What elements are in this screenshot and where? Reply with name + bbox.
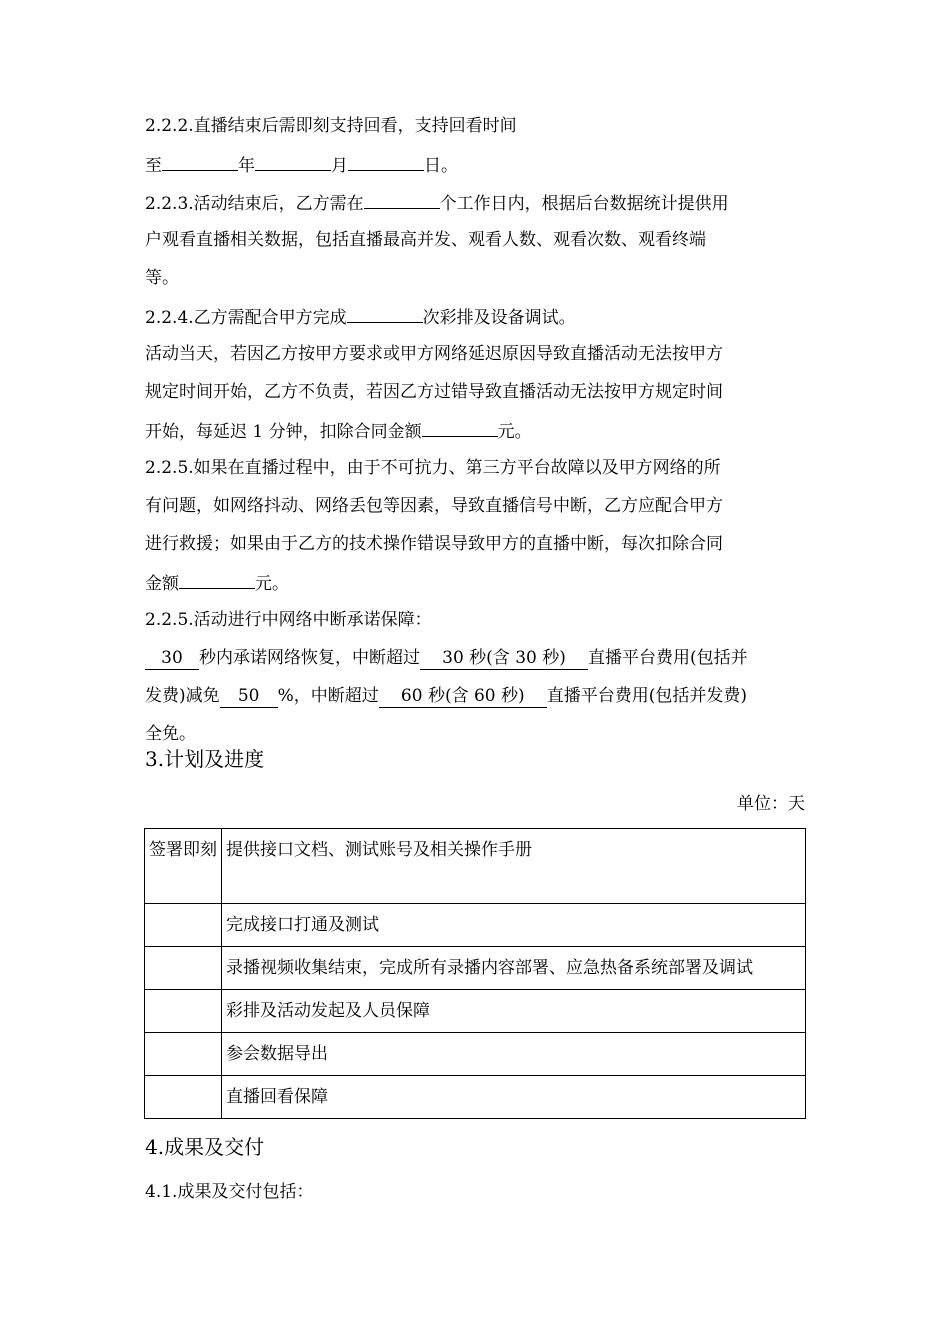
recovery-seconds-value[interactable]: 30	[145, 647, 199, 670]
para-event-day-3	[145, 418, 532, 444]
interrupt-deduction-blank[interactable]	[179, 570, 255, 589]
table-row	[145, 1076, 806, 1119]
text: 有问题，如网络抖动、网络丢包等因素，导致直播信号中断，乙方应配合甲方	[145, 496, 723, 516]
para-event-day-1	[145, 342, 723, 366]
unit-label: 单位：天	[737, 794, 805, 814]
text: 个工作日内，根据后台数据统计提供用	[439, 194, 729, 214]
table-cell: 参会数据导出	[222, 1033, 806, 1076]
discount-percent-value[interactable]: 50	[220, 685, 278, 708]
text: 直播平台费用(包括并发费)	[546, 686, 748, 706]
text: 4.1.成果及交付包括：	[145, 1182, 314, 1202]
table-cell	[145, 1076, 222, 1119]
para-2-2-5a-4	[145, 570, 289, 596]
text: 户观看直播相关数据，包括直播最高并发、观看人数、观看次数、观看终端	[145, 230, 706, 250]
delay-deduction-blank[interactable]	[422, 418, 498, 437]
table-cell	[145, 947, 222, 990]
text: 活动当天，若因乙方按甲方要求或甲方网络延迟原因导致直播活动无法按甲方	[145, 344, 723, 364]
para-2-2-4	[145, 304, 576, 330]
para-2-2-5b	[145, 608, 432, 632]
section-3-heading: 3.计划及进度	[145, 747, 265, 771]
table-row	[145, 947, 806, 990]
table-cell	[145, 990, 222, 1033]
text: 年	[238, 156, 255, 176]
para-2-2-3-end	[145, 266, 179, 290]
para-2-2-2	[145, 114, 517, 138]
text: 直播平台费用(包括并	[588, 648, 748, 668]
para-2-2-3-cont	[145, 228, 706, 252]
section-4-heading: 4.成果及交付	[145, 1135, 265, 1159]
para-2-2-5a-1	[145, 456, 721, 480]
text: 秒内承诺网络恢复，中断超过	[199, 648, 420, 668]
rehearsal-count-blank[interactable]	[347, 304, 423, 323]
text: 日。	[424, 156, 458, 176]
text: %，中断超过	[277, 686, 379, 706]
text: 2.2.2.直播结束后需即刻支持回看，支持回看时间	[145, 116, 517, 136]
text: 次彩排及设备调试。	[422, 308, 576, 328]
table-cell: 提供接口文档、测试账号及相关操作手册	[222, 829, 806, 904]
para-guarantee-2	[145, 684, 747, 708]
text: 进行救援；如果由于乙方的技术操作错误导致甲方的直播中断，每次扣除合同	[145, 534, 723, 554]
para-replay-date	[145, 152, 458, 178]
schedule-table	[144, 828, 806, 1119]
table-cell: 完成接口打通及测试	[222, 904, 806, 947]
text: 2.2.5.如果在直播过程中，由于不可抗力、第三方平台故障以及甲方网络的所	[145, 458, 721, 478]
threshold-60-value[interactable]: 60 秒(含 60 秒)	[379, 685, 547, 708]
text: 月	[331, 156, 348, 176]
table-row	[145, 904, 806, 947]
month-blank[interactable]	[255, 152, 331, 171]
table-cell: 直播回看保障	[222, 1076, 806, 1119]
threshold-30-value[interactable]: 30 秒(含 30 秒)	[420, 647, 588, 670]
text: 元。	[497, 422, 532, 442]
table-cell	[145, 904, 222, 947]
text: 2.2.5.活动进行中网络中断承诺保障：	[145, 610, 432, 630]
table-cell: 签署即刻	[145, 829, 222, 904]
para-2-2-5a-3	[145, 532, 723, 556]
day-blank[interactable]	[348, 152, 424, 171]
para-4-1	[145, 1180, 313, 1204]
para-guarantee-3	[145, 722, 196, 746]
para-2-2-3	[145, 190, 729, 216]
text: 金额	[145, 574, 179, 594]
para-guarantee-1	[145, 646, 748, 670]
year-blank[interactable]	[162, 152, 238, 171]
text: 至	[145, 156, 162, 176]
table-cell: 彩排及活动发起及人员保障	[222, 990, 806, 1033]
table-cell	[145, 1033, 222, 1076]
text: 开始，每延迟 1 分钟，扣除合同金额	[145, 422, 422, 442]
text: 等。	[145, 268, 179, 288]
text: 元。	[255, 574, 289, 594]
table-row	[145, 829, 806, 904]
table-row	[145, 1033, 806, 1076]
workdays-blank[interactable]	[364, 190, 440, 209]
text: 全免。	[145, 724, 196, 744]
table-cell: 录播视频收集结束，完成所有录播内容部署、应急热备系统部署及调试	[222, 947, 806, 990]
table-row	[145, 990, 806, 1033]
para-2-2-5a-2	[145, 494, 723, 518]
text: 发费)减免	[145, 686, 220, 706]
text: 2.2.4.乙方需配合甲方完成	[145, 308, 347, 328]
text: 2.2.3.活动结束后，乙方需在	[145, 194, 364, 214]
text: 规定时间开始，乙方不负责，若因乙方过错导致直播活动无法按甲方规定时间	[145, 382, 723, 402]
para-event-day-2	[145, 380, 723, 404]
